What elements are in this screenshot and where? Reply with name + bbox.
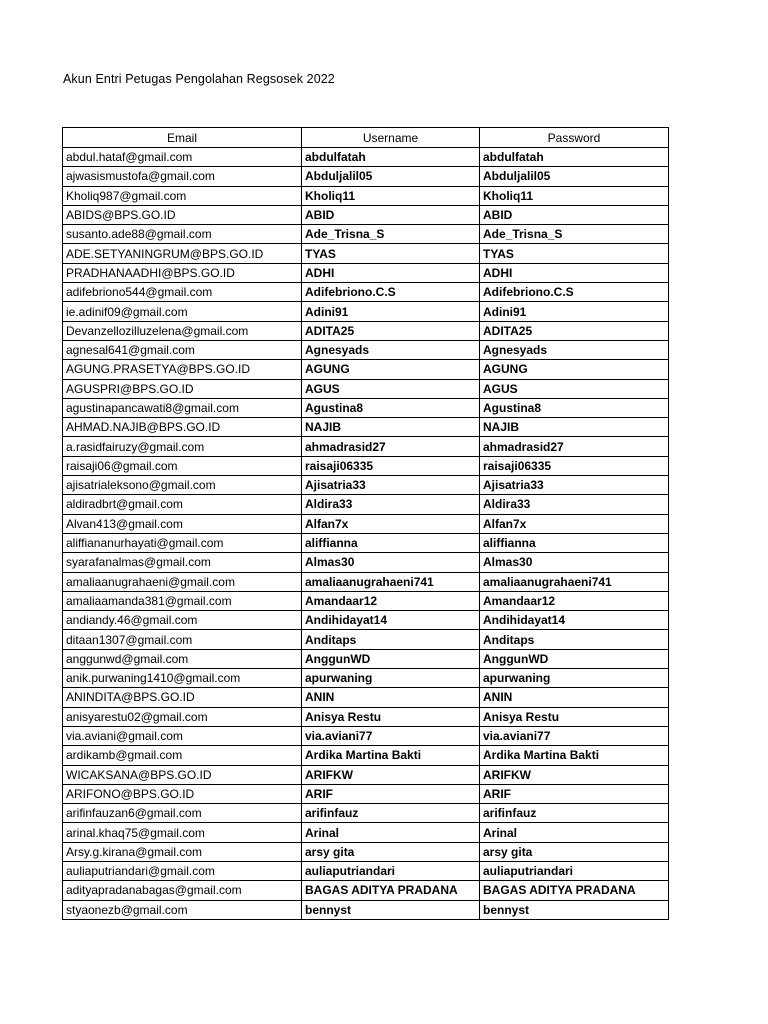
column-header-email: Email: [63, 128, 302, 148]
password-cell: Alfan7x: [480, 514, 669, 533]
table-row: [63, 784, 669, 803]
username-cell: Anisya Restu: [302, 707, 480, 726]
email-cell: styaonezb@gmail.com: [63, 900, 302, 919]
table-row: [63, 804, 669, 823]
password-cell: Ade_Trisna_S: [480, 225, 669, 244]
table-row: [63, 726, 669, 745]
email-cell: amaliaamanda381@gmail.com: [63, 591, 302, 610]
username-cell: BAGAS ADITYA PRADANA: [302, 881, 480, 900]
password-cell: Ajisatria33: [480, 476, 669, 495]
table-row: [63, 148, 669, 167]
email-cell: a.rasidfairuzy@gmail.com: [63, 437, 302, 456]
email-cell: abdul.hataf@gmail.com: [63, 148, 302, 167]
column-header-password: Password: [480, 128, 669, 148]
password-cell: Ardika Martina Bakti: [480, 746, 669, 765]
username-cell: Agnesyads: [302, 340, 480, 359]
password-cell: ahmadrasid27: [480, 437, 669, 456]
username-cell: Aldira33: [302, 495, 480, 514]
username-cell: ANIN: [302, 688, 480, 707]
table-row: [63, 823, 669, 842]
username-cell: Almas30: [302, 553, 480, 572]
table-row: [63, 707, 669, 726]
username-cell: arifinfauz: [302, 804, 480, 823]
document-title: Akun Entri Petugas Pengolahan Regsosek 2022: [63, 72, 335, 86]
table-row: [63, 553, 669, 572]
password-cell: abdulfatah: [480, 148, 669, 167]
password-cell: NAJIB: [480, 418, 669, 437]
username-cell: ARIF: [302, 784, 480, 803]
email-cell: Arsy.g.kirana@gmail.com: [63, 842, 302, 861]
table-header: [63, 128, 669, 148]
email-cell: syarafanalmas@gmail.com: [63, 553, 302, 572]
password-cell: ADITA25: [480, 321, 669, 340]
table-row: [63, 360, 669, 379]
table-row: [63, 302, 669, 321]
table-row: [63, 842, 669, 861]
username-cell: apurwaning: [302, 669, 480, 688]
table-row: [63, 514, 669, 533]
header-row: [63, 128, 669, 148]
password-cell: Anisya Restu: [480, 707, 669, 726]
password-cell: Amandaar12: [480, 591, 669, 610]
email-cell: Alvan413@gmail.com: [63, 514, 302, 533]
password-cell: aliffianna: [480, 533, 669, 552]
username-cell: TYAS: [302, 244, 480, 263]
table-row: [63, 340, 669, 359]
table-row: [63, 765, 669, 784]
password-cell: via.aviani77: [480, 726, 669, 745]
username-cell: NAJIB: [302, 418, 480, 437]
table-row: [63, 186, 669, 205]
password-cell: Adini91: [480, 302, 669, 321]
email-cell: ajisatrialeksono@gmail.com: [63, 476, 302, 495]
table-row: [63, 669, 669, 688]
email-cell: PRADHANAADHI@BPS.GO.ID: [63, 263, 302, 282]
email-cell: ajwasismustofa@gmail.com: [63, 167, 302, 186]
username-cell: abdulfatah: [302, 148, 480, 167]
password-cell: Kholiq11: [480, 186, 669, 205]
password-cell: Abduljalil05: [480, 167, 669, 186]
table-row: [63, 398, 669, 417]
password-cell: arsy gita: [480, 842, 669, 861]
username-cell: ahmadrasid27: [302, 437, 480, 456]
username-cell: AGUS: [302, 379, 480, 398]
table-row: [63, 572, 669, 591]
email-cell: arifinfauzan6@gmail.com: [63, 804, 302, 823]
username-cell: Amandaar12: [302, 591, 480, 610]
username-cell: Anditaps: [302, 630, 480, 649]
table-row: [63, 456, 669, 475]
password-cell: auliaputriandari: [480, 861, 669, 880]
password-cell: amaliaanugrahaeni741: [480, 572, 669, 591]
email-cell: ANINDITA@BPS.GO.ID: [63, 688, 302, 707]
table-row: [63, 611, 669, 630]
password-cell: Anditaps: [480, 630, 669, 649]
username-cell: Ade_Trisna_S: [302, 225, 480, 244]
table-row: [63, 205, 669, 224]
table-row: [63, 649, 669, 668]
email-cell: adifebriono544@gmail.com: [63, 283, 302, 302]
table-row: [63, 495, 669, 514]
email-cell: anggunwd@gmail.com: [63, 649, 302, 668]
password-cell: ARIFKW: [480, 765, 669, 784]
username-cell: ADITA25: [302, 321, 480, 340]
table-row: [63, 263, 669, 282]
username-cell: bennyst: [302, 900, 480, 919]
username-cell: Adini91: [302, 302, 480, 321]
email-cell: WICAKSANA@BPS.GO.ID: [63, 765, 302, 784]
table-row: [63, 881, 669, 900]
password-cell: arifinfauz: [480, 804, 669, 823]
email-cell: adityapradanabagas@gmail.com: [63, 881, 302, 900]
email-cell: agnesal641@gmail.com: [63, 340, 302, 359]
table-row: [63, 167, 669, 186]
password-cell: ABID: [480, 205, 669, 224]
table-row: [63, 379, 669, 398]
username-cell: AnggunWD: [302, 649, 480, 668]
email-cell: ARIFONO@BPS.GO.ID: [63, 784, 302, 803]
email-cell: ardikamb@gmail.com: [63, 746, 302, 765]
username-cell: AGUNG: [302, 360, 480, 379]
email-cell: arinal.khaq75@gmail.com: [63, 823, 302, 842]
password-cell: apurwaning: [480, 669, 669, 688]
password-cell: ARIF: [480, 784, 669, 803]
table-row: [63, 476, 669, 495]
column-header-username: Username: [302, 128, 480, 148]
email-cell: agustinapancawati8@gmail.com: [63, 398, 302, 417]
table-row: [63, 900, 669, 919]
password-cell: bennyst: [480, 900, 669, 919]
password-cell: Agustina8: [480, 398, 669, 417]
email-cell: ADE.SETYANINGRUM@BPS.GO.ID: [63, 244, 302, 263]
email-cell: anisyarestu02@gmail.com: [63, 707, 302, 726]
username-cell: auliaputriandari: [302, 861, 480, 880]
password-cell: TYAS: [480, 244, 669, 263]
accounts-table: [62, 127, 669, 920]
table-row: [63, 283, 669, 302]
username-cell: arsy gita: [302, 842, 480, 861]
password-cell: Arinal: [480, 823, 669, 842]
table-row: [63, 688, 669, 707]
email-cell: raisaji06@gmail.com: [63, 456, 302, 475]
table-body: [63, 148, 669, 920]
username-cell: raisaji06335: [302, 456, 480, 475]
table-row: [63, 746, 669, 765]
email-cell: aldiradbrt@gmail.com: [63, 495, 302, 514]
password-cell: BAGAS ADITYA PRADANA: [480, 881, 669, 900]
email-cell: AGUSPRI@BPS.GO.ID: [63, 379, 302, 398]
email-cell: Devanzellozilluzelena@gmail.com: [63, 321, 302, 340]
password-cell: ADHI: [480, 263, 669, 282]
password-cell: Adifebriono.C.S: [480, 283, 669, 302]
password-cell: Aldira33: [480, 495, 669, 514]
username-cell: Arinal: [302, 823, 480, 842]
table-row: [63, 225, 669, 244]
username-cell: Andihidayat14: [302, 611, 480, 630]
email-cell: AHMAD.NAJIB@BPS.GO.ID: [63, 418, 302, 437]
table-row: [63, 591, 669, 610]
email-cell: susanto.ade88@gmail.com: [63, 225, 302, 244]
email-cell: ABIDS@BPS.GO.ID: [63, 205, 302, 224]
username-cell: aliffianna: [302, 533, 480, 552]
username-cell: Adifebriono.C.S: [302, 283, 480, 302]
username-cell: Kholiq11: [302, 186, 480, 205]
username-cell: Ajisatria33: [302, 476, 480, 495]
email-cell: anik.purwaning1410@gmail.com: [63, 669, 302, 688]
password-cell: Andihidayat14: [480, 611, 669, 630]
username-cell: amaliaanugrahaeni741: [302, 572, 480, 591]
email-cell: auliaputriandari@gmail.com: [63, 861, 302, 880]
table-row: [63, 418, 669, 437]
password-cell: AGUS: [480, 379, 669, 398]
email-cell: ie.adinif09@gmail.com: [63, 302, 302, 321]
username-cell: ADHI: [302, 263, 480, 282]
username-cell: ARIFKW: [302, 765, 480, 784]
password-cell: Agnesyads: [480, 340, 669, 359]
email-cell: aliffiananurhayati@gmail.com: [63, 533, 302, 552]
email-cell: amaliaanugrahaeni@gmail.com: [63, 572, 302, 591]
password-cell: raisaji06335: [480, 456, 669, 475]
username-cell: Agustina8: [302, 398, 480, 417]
table-row: [63, 861, 669, 880]
email-cell: andiandy.46@gmail.com: [63, 611, 302, 630]
table-row: [63, 437, 669, 456]
email-cell: ditaan1307@gmail.com: [63, 630, 302, 649]
username-cell: via.aviani77: [302, 726, 480, 745]
password-cell: Almas30: [480, 553, 669, 572]
table-row: [63, 244, 669, 263]
email-cell: Kholiq987@gmail.com: [63, 186, 302, 205]
table-row: [63, 630, 669, 649]
password-cell: ANIN: [480, 688, 669, 707]
email-cell: via.aviani@gmail.com: [63, 726, 302, 745]
username-cell: Alfan7x: [302, 514, 480, 533]
username-cell: Abduljalil05: [302, 167, 480, 186]
password-cell: AnggunWD: [480, 649, 669, 668]
username-cell: ABID: [302, 205, 480, 224]
table-row: [63, 321, 669, 340]
username-cell: Ardika Martina Bakti: [302, 746, 480, 765]
email-cell: AGUNG.PRASETYA@BPS.GO.ID: [63, 360, 302, 379]
table-row: [63, 533, 669, 552]
password-cell: AGUNG: [480, 360, 669, 379]
